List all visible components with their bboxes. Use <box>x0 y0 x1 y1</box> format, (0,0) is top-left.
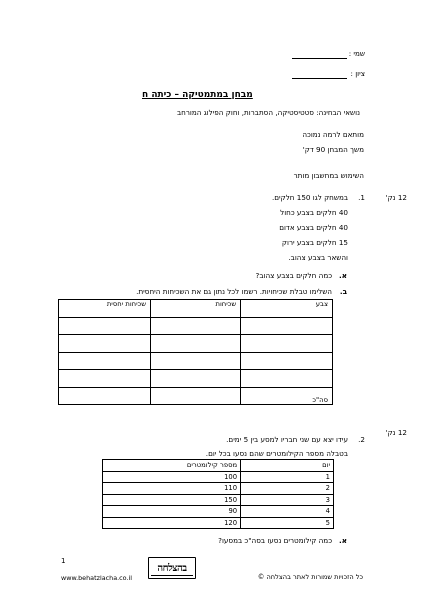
calculator-note: השימוש במחשבון מותר <box>293 171 364 180</box>
table-cell: 3 <box>241 494 334 506</box>
table-cell[interactable] <box>59 370 151 388</box>
table-cell: 2 <box>241 483 334 495</box>
q1-line: במשחק לגו 150 חלקים. <box>271 193 348 202</box>
table-cell[interactable] <box>59 352 151 370</box>
table-cell[interactable] <box>59 335 151 353</box>
q2-intro: בטבלה מספר הקילומטרים שהם נסעו בכל יום. <box>205 449 348 458</box>
table-row <box>59 317 333 335</box>
table-cell[interactable] <box>241 370 333 388</box>
table-cell[interactable] <box>151 352 241 370</box>
table-header-row <box>103 460 334 472</box>
q2-sub-a-text: כמה קילומטרים נסעו בסה"כ במסעו? <box>218 536 332 545</box>
q2-intro: עידו יצא עם שני חבריו למסע בין 5 ימים. <box>226 435 348 444</box>
table-row <box>103 517 334 529</box>
page-number: 1 <box>61 556 66 565</box>
q1-line: והשאר בצבע צהוב. <box>288 253 348 262</box>
grade-label: ציון : <box>350 69 365 78</box>
q1-points: 12 נק' <box>385 193 407 202</box>
table-header-row <box>59 300 333 318</box>
q1-line: 40 חלקים בצבע כחול <box>280 208 348 217</box>
table-cell: 90 <box>103 506 241 518</box>
q1-line: 15 חלקים בצבע ירוק <box>281 238 348 247</box>
logo-underline <box>151 575 193 576</box>
table-cell: 1 <box>241 471 334 483</box>
frequency-table <box>58 299 333 405</box>
table-row <box>103 494 334 506</box>
table-row <box>103 506 334 518</box>
table-cell: 110 <box>103 483 241 495</box>
kilometers-table <box>102 459 334 529</box>
table-header-cell: שכיחות יחסית <box>59 300 151 318</box>
table-header-cell: יום <box>241 460 334 472</box>
table-cell[interactable] <box>151 317 241 335</box>
table-cell: 4 <box>241 506 334 518</box>
table-header-cell: צבע <box>241 300 333 318</box>
table-cell[interactable] <box>151 335 241 353</box>
table-cell[interactable] <box>151 370 241 388</box>
table-cell: 5 <box>241 517 334 529</box>
table-cell[interactable] <box>241 352 333 370</box>
copyright-note: כל הזכויות שמורות לאתר בהצלחה © <box>257 573 363 581</box>
table-cell[interactable] <box>241 335 333 353</box>
name-blank[interactable] <box>292 58 347 59</box>
table-cell[interactable] <box>59 317 151 335</box>
table-cell-total-label: סה"כ <box>241 387 333 405</box>
table-cell: 150 <box>103 494 241 506</box>
website-link[interactable]: www.behatzlacha.co.il <box>61 574 133 582</box>
table-cell: 100 <box>103 471 241 483</box>
q1-sub-a-text: כמה חלקים בצבע צהוב? <box>255 271 332 280</box>
q2-points: 12 נק' <box>385 428 407 437</box>
table-row <box>59 335 333 353</box>
table-row <box>103 483 334 495</box>
logo-text: בהצלחה <box>157 562 187 574</box>
table-cell[interactable] <box>151 387 241 405</box>
q1-line: 40 חלקים בצבע אדום <box>279 223 348 232</box>
table-header-cell: שכיחות <box>151 300 241 318</box>
table-cell: 120 <box>103 517 241 529</box>
table-cell[interactable] <box>241 317 333 335</box>
behatzlacha-logo <box>148 557 196 579</box>
q1-sub-b-letter: ב. <box>339 287 347 296</box>
name-label: שמי : <box>348 49 365 58</box>
level-note: מותאם לרמה נמוכה <box>302 130 364 139</box>
table-header-cell: מספר קילומטרים <box>103 460 241 472</box>
q1-sub-a-letter: א. <box>339 271 347 280</box>
exam-title: מבחן במתמטיקה – כיתה ח <box>142 90 253 100</box>
table-row <box>103 471 334 483</box>
q2-number: 2. <box>358 435 365 444</box>
q2-sub-a-letter: א. <box>339 536 347 545</box>
table-row <box>59 352 333 370</box>
q1-number: 1. <box>358 193 365 202</box>
exam-topics: נושאי הבחינה: סטטיסטיקה, הסתברות, וחוק הפילוג המורחב <box>176 108 360 117</box>
grade-blank[interactable] <box>292 78 347 79</box>
table-row-total <box>59 387 333 405</box>
duration-note: משך המבחן 90 דק' <box>302 145 364 154</box>
q1-sub-b-text: השלימו טבלת שכיחויות. רשמו לכל נתון גם את השכיחות היחסית. <box>136 287 332 296</box>
table-row <box>59 370 333 388</box>
table-cell[interactable] <box>59 387 151 405</box>
